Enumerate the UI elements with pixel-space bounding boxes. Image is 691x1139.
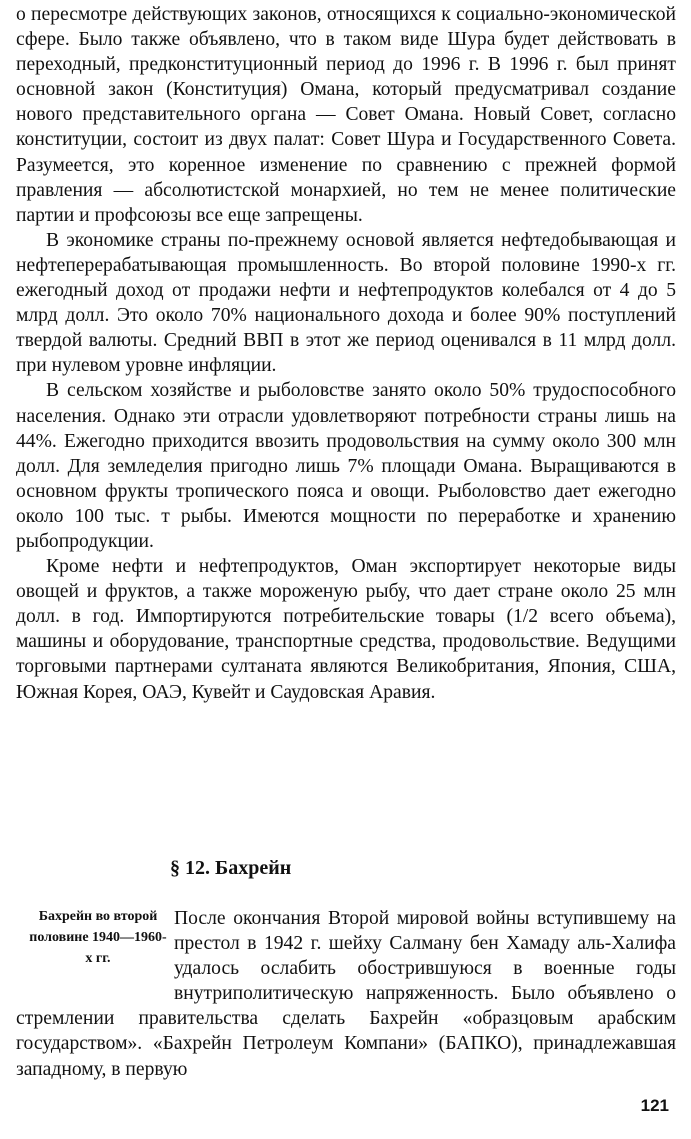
paragraph: о пересмотре действующих законов, относящихся к социально-экономической сфере. Было также объявлено, что в таком виде Шура будет действовать в переходный, предконституционный период до 1996 г. В 1996 г. был принят основной закон (Конституция) Омана, который предусматривал создание нового представительного органа — Совет Омана. Новый Совет, согласно конституции, состоит из двух палат: Совет Шура и Государственного Совета. Разумеется, это коренное изменение по сравнению с прежней формой правления — абсолютистской монархией, но тем не менее политические партии и профсоюзы все еще запрещены.: [16, 4, 676, 226]
page-number: 121: [640, 1096, 669, 1115]
paragraph: В сельском хозяйстве и рыболовстве занято около 50% трудоспособного населения. Однако эти отрасли удовлетворяют потребности страны лишь на 44%. Ежегодно приходится ввозить продовольствия на сумму около 300 млн долл. Для земледелия пригодно лишь 7% площади Омана. Выращиваются в основном фрукты тропического пояса и овощи. Рыболовство дает ежегодно около 100 тыс. т рыбы. Имеются мощности по переработке и хранению рыбопродукции.: [16, 380, 676, 552]
section-paragraph: После окончания Второй мировой войны вступившему на престол в 1942 г. шейху Салману бен Хамаду аль-Халифа удалось ослабить обострившуюся в военные годы внутриполитическую напряженность. Было объявлено о стремлении правительства сделать Бахрейн «образцовым арабским государством». «Бахрейн Петролеум Компани» (БАПКО), принадлежавшая западному, в первую: [16, 908, 676, 1080]
paragraph: Кроме нефти и нефтепродуктов, Оман экспортирует некоторые виды овощей и фруктов, а также мороженую рыбу, что дает стране около 25 млн долл. в год. Импортируются потребительские товары (1/2 всего объема), машины и оборудование, транспортные средства, продовольствие. Ведущими торговыми партнерами султаната являются Великобритания, Япония, США, Южная Корея, ОАЭ, Кувейт и Саудовская Аравия.: [16, 556, 676, 703]
marginal-note: Бахрейн во второй половине 1940—1960-х гг.: [29, 909, 167, 966]
body-text: [16, 2, 676, 705]
section-heading: § 12. Бахрейн: [170, 857, 292, 879]
paragraph: В экономике страны по-прежнему основой является нефтедобывающая и нефтеперерабатывающая промышленность. Во второй половине 1990-х гг. ежегодный доход от продажи нефти и нефтепродуктов колебался от 4 до 5 млрд долл. Это около 70% национального дохода и более 90% поступлений твердой валюты. Средний ВВП в этот же период оценивался в 11 млрд долл. при нулевом уровне инфляции.: [16, 229, 676, 377]
